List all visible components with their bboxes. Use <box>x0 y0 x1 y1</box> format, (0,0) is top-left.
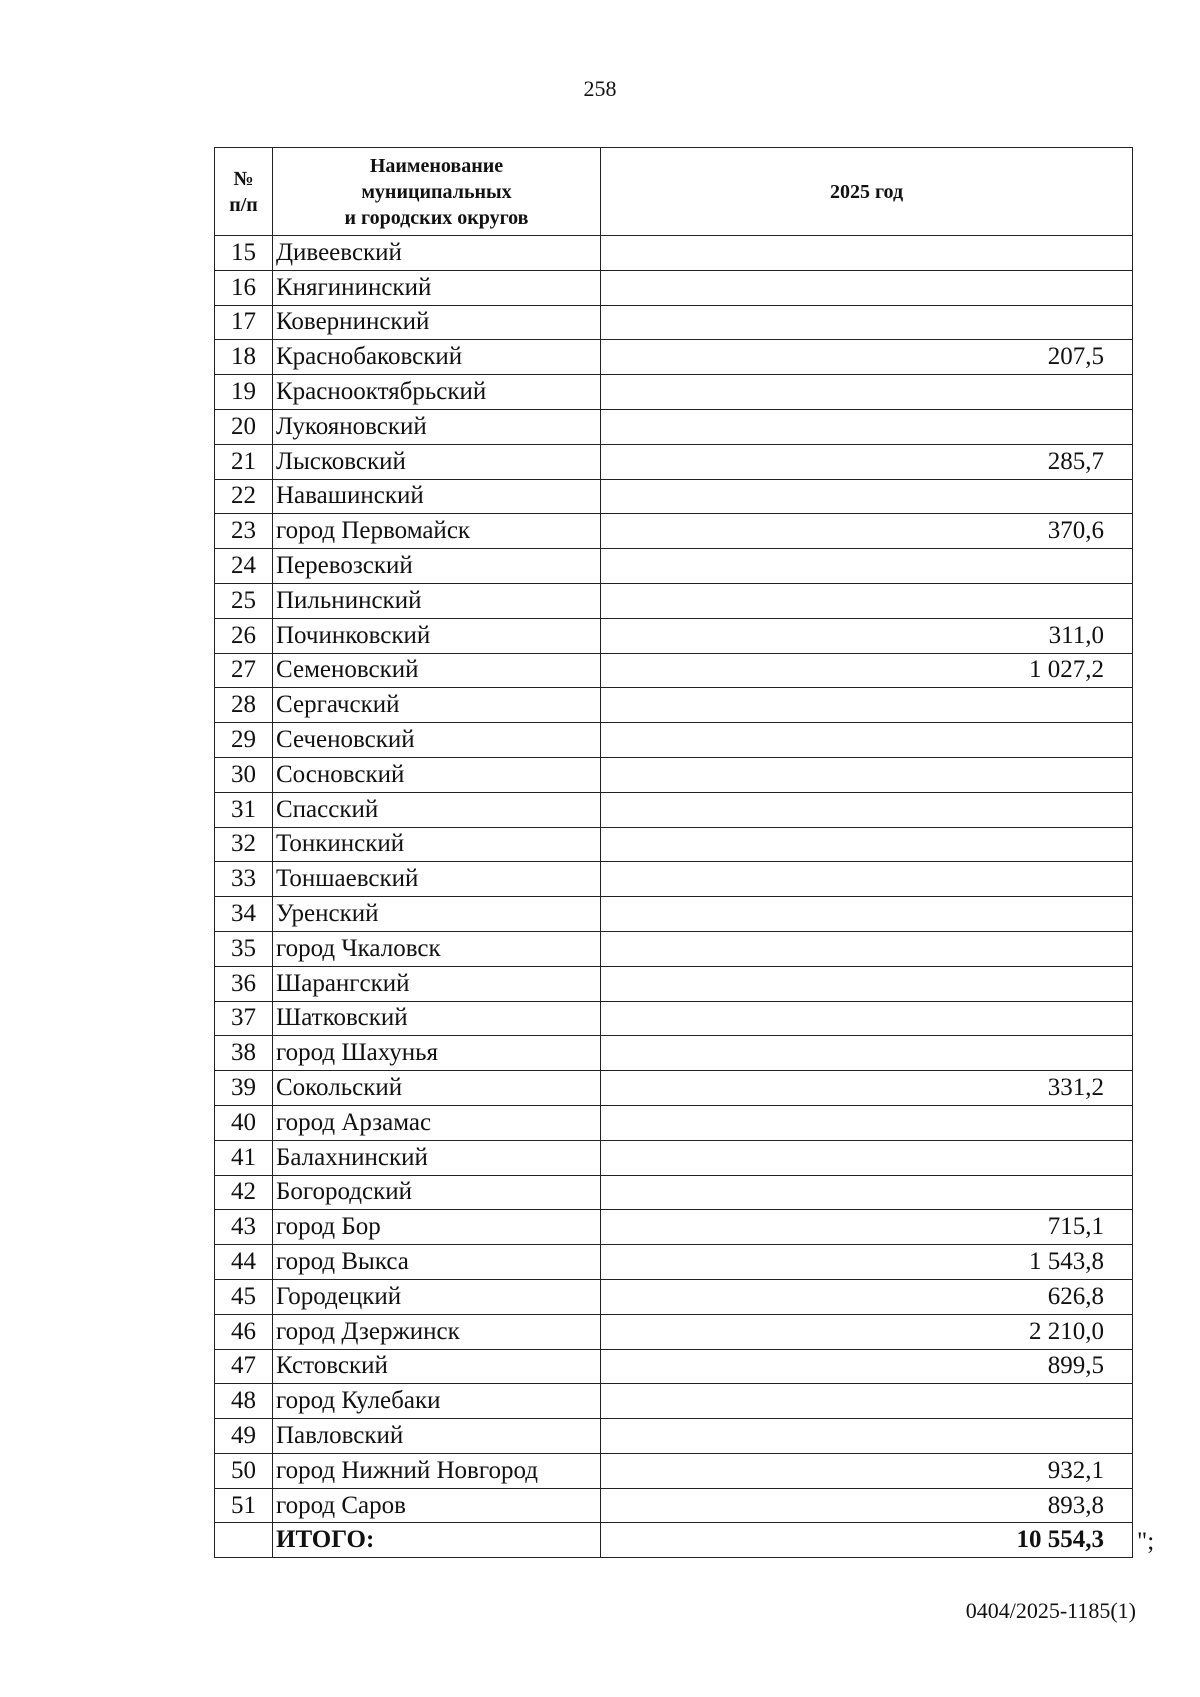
row-value: 1 543,8 <box>601 1245 1133 1280</box>
row-value <box>601 305 1133 340</box>
table-row <box>215 688 1133 723</box>
row-name: Кстовский <box>273 1349 601 1384</box>
row-number: 32 <box>215 827 273 862</box>
table-row <box>215 1210 1133 1245</box>
row-number: 40 <box>215 1105 273 1140</box>
row-name: Пильнинский <box>273 583 601 618</box>
row-number: 27 <box>215 653 273 688</box>
row-value: 1 027,2 <box>601 653 1133 688</box>
table-row <box>215 1419 1133 1454</box>
row-name: Богородский <box>273 1175 601 1210</box>
table-row <box>215 1071 1133 1106</box>
row-value: 370,6 <box>601 514 1133 549</box>
row-number: 22 <box>215 479 273 514</box>
table-row <box>215 653 1133 688</box>
table-row <box>215 1175 1133 1210</box>
row-value <box>601 1036 1133 1071</box>
row-number: 33 <box>215 862 273 897</box>
table-row <box>215 375 1133 410</box>
row-name: Шатковский <box>273 1001 601 1036</box>
row-name: город Саров <box>273 1488 601 1523</box>
row-name: Лысковский <box>273 444 601 479</box>
row-number: 36 <box>215 966 273 1001</box>
row-name: Починковский <box>273 618 601 653</box>
document-code: 0404/2025-1185(1) <box>965 1598 1136 1623</box>
row-value: 932,1 <box>601 1453 1133 1488</box>
table-row <box>215 236 1133 271</box>
row-number: 15 <box>215 236 273 271</box>
row-value <box>601 1001 1133 1036</box>
row-number: 25 <box>215 583 273 618</box>
row-name: город Нижний Новгород <box>273 1453 601 1488</box>
row-name: город Шахунья <box>273 1036 601 1071</box>
row-name: Ковернинский <box>273 305 601 340</box>
table-row <box>215 757 1133 792</box>
row-number: 46 <box>215 1314 273 1349</box>
row-name: Краснооктябрьский <box>273 375 601 410</box>
row-value <box>601 931 1133 966</box>
page-number: 258 <box>583 76 617 101</box>
row-value <box>601 1175 1133 1210</box>
row-number: 31 <box>215 792 273 827</box>
row-value <box>601 270 1133 305</box>
row-name: Дивеевский <box>273 236 601 271</box>
row-number: 24 <box>215 549 273 584</box>
table-row <box>215 792 1133 827</box>
row-value <box>601 966 1133 1001</box>
row-value <box>601 1105 1133 1140</box>
row-name: Павловский <box>273 1419 601 1454</box>
row-value <box>601 1140 1133 1175</box>
row-number: 26 <box>215 618 273 653</box>
row-name: Краснобаковский <box>273 340 601 375</box>
row-number: 48 <box>215 1384 273 1419</box>
table-row <box>215 1453 1133 1488</box>
row-number: 28 <box>215 688 273 723</box>
table-row <box>215 1140 1133 1175</box>
row-value: 285,7 <box>601 444 1133 479</box>
table-row <box>215 340 1133 375</box>
row-number: 20 <box>215 409 273 444</box>
row-name: город Арзамас <box>273 1105 601 1140</box>
table-row <box>215 479 1133 514</box>
row-number: 50 <box>215 1453 273 1488</box>
closing-quote-mark: "; <box>1137 1528 1155 1555</box>
total-label: ИТОГО: <box>273 1523 601 1558</box>
table-row <box>215 618 1133 653</box>
row-name: город Кулебаки <box>273 1384 601 1419</box>
row-number: 37 <box>215 1001 273 1036</box>
row-number: 38 <box>215 1036 273 1071</box>
table-row <box>215 966 1133 1001</box>
row-value: 893,8 <box>601 1488 1133 1523</box>
row-number: 42 <box>215 1175 273 1210</box>
row-value: 626,8 <box>601 1279 1133 1314</box>
row-name: Семеновский <box>273 653 601 688</box>
row-number: 35 <box>215 931 273 966</box>
row-name: город Выкса <box>273 1245 601 1280</box>
total-number <box>215 1523 273 1558</box>
table-row <box>215 827 1133 862</box>
row-value: 331,2 <box>601 1071 1133 1106</box>
row-number: 49 <box>215 1419 273 1454</box>
row-number: 18 <box>215 340 273 375</box>
header-name-text: Наименование муниципальных и городских округов <box>344 154 529 229</box>
table-row <box>215 1488 1133 1523</box>
row-value: 715,1 <box>601 1210 1133 1245</box>
row-value <box>601 897 1133 932</box>
row-name: Сосновский <box>273 757 601 792</box>
row-value <box>601 479 1133 514</box>
row-value <box>601 792 1133 827</box>
header-name <box>273 148 601 236</box>
table-row <box>215 514 1133 549</box>
row-name: Навашинский <box>273 479 601 514</box>
row-value: 2 210,0 <box>601 1314 1133 1349</box>
row-name: Сокольский <box>273 1071 601 1106</box>
row-number: 39 <box>215 1071 273 1106</box>
row-number: 51 <box>215 1488 273 1523</box>
row-number: 30 <box>215 757 273 792</box>
row-value <box>601 236 1133 271</box>
total-row <box>215 1523 1133 1558</box>
row-name: город Первомайск <box>273 514 601 549</box>
row-name: город Чкаловск <box>273 931 601 966</box>
header-num <box>215 148 273 236</box>
allocation-table-container <box>214 147 1133 1558</box>
row-name: Княгининский <box>273 270 601 305</box>
row-name: Тоншаевский <box>273 862 601 897</box>
row-name: Спасский <box>273 792 601 827</box>
table-row <box>215 1105 1133 1140</box>
row-value <box>601 757 1133 792</box>
row-number: 41 <box>215 1140 273 1175</box>
row-name: Перевозский <box>273 549 601 584</box>
row-value <box>601 583 1133 618</box>
row-name: Уренский <box>273 897 601 932</box>
table-row <box>215 1314 1133 1349</box>
row-number: 16 <box>215 270 273 305</box>
row-value: 207,5 <box>601 340 1133 375</box>
row-name: Сеченовский <box>273 723 601 758</box>
row-name: Лукояновский <box>273 409 601 444</box>
row-value: 899,5 <box>601 1349 1133 1384</box>
header-value <box>601 148 1133 236</box>
row-value <box>601 549 1133 584</box>
table-row <box>215 723 1133 758</box>
row-number: 29 <box>215 723 273 758</box>
table-row <box>215 1349 1133 1384</box>
row-name: Шарангский <box>273 966 601 1001</box>
row-name: Балахнинский <box>273 1140 601 1175</box>
table-row <box>215 549 1133 584</box>
row-number: 19 <box>215 375 273 410</box>
row-number: 44 <box>215 1245 273 1280</box>
row-value: 311,0 <box>601 618 1133 653</box>
row-number: 17 <box>215 305 273 340</box>
row-value <box>601 375 1133 410</box>
row-number: 47 <box>215 1349 273 1384</box>
row-value <box>601 1384 1133 1419</box>
row-name: город Дзержинск <box>273 1314 601 1349</box>
row-value <box>601 1419 1133 1454</box>
table-row <box>215 583 1133 618</box>
table-row <box>215 409 1133 444</box>
table-row <box>215 1279 1133 1314</box>
row-number: 45 <box>215 1279 273 1314</box>
row-number: 34 <box>215 897 273 932</box>
allocation-table <box>214 147 1133 1558</box>
row-value <box>601 723 1133 758</box>
header-num-text: № п/п <box>229 167 258 216</box>
table-row <box>215 897 1133 932</box>
row-value <box>601 862 1133 897</box>
total-value: 10 554,3 <box>601 1523 1133 1558</box>
table-row <box>215 270 1133 305</box>
row-name: Городецкий <box>273 1279 601 1314</box>
row-name: Тонкинский <box>273 827 601 862</box>
row-value <box>601 688 1133 723</box>
table-row <box>215 1384 1133 1419</box>
table-row <box>215 305 1133 340</box>
table-row <box>215 1036 1133 1071</box>
row-number: 43 <box>215 1210 273 1245</box>
row-name: город Бор <box>273 1210 601 1245</box>
table-row <box>215 444 1133 479</box>
table-row <box>215 862 1133 897</box>
row-name: Сергачский <box>273 688 601 723</box>
table-row <box>215 1001 1133 1036</box>
table-row <box>215 931 1133 966</box>
table-row <box>215 1245 1133 1280</box>
table-header-row <box>215 148 1133 236</box>
row-value <box>601 827 1133 862</box>
row-number: 23 <box>215 514 273 549</box>
header-value-text: 2025 год <box>829 180 904 203</box>
row-value <box>601 409 1133 444</box>
row-number: 21 <box>215 444 273 479</box>
table-body <box>215 236 1133 1558</box>
